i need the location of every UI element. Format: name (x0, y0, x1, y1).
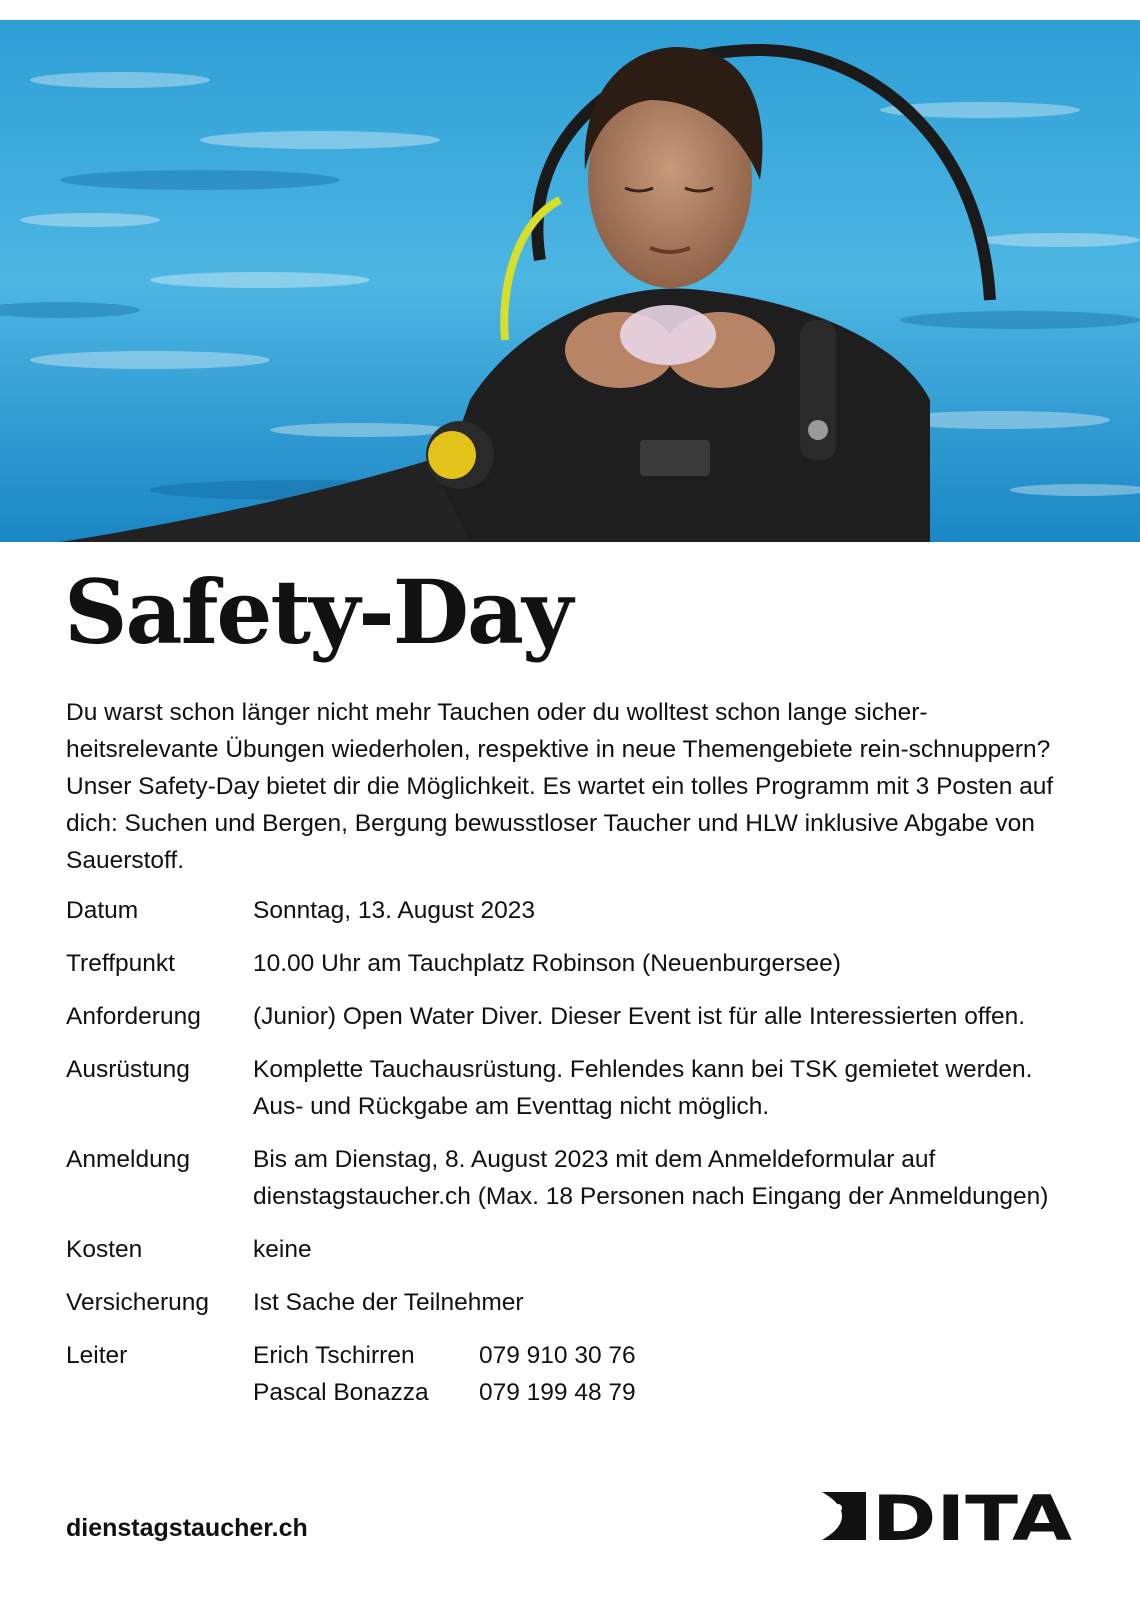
detail-label: Versicherung (66, 1289, 210, 1316)
hero-photo (0, 20, 1140, 542)
detail-row-versicherung (66, 1284, 1056, 1321)
detail-label: Anmeldung (66, 1146, 190, 1173)
intro-text: Du warst schon länger nicht mehr Tauchen oder du wolltest schon lange sicher-heitsrelevante Übungen wiederholen, respektive in neue Themengebiete rein-schnuppern? Unser Safety-Day bietet dir die Möglichkeit. Es wartet ein tolles Programm mit 3 Posten auf dich: Suchen und Bergen, Bergung bewusstloser Taucher und HLW inklusive Abgabe von Sauerstoff. (66, 699, 1054, 874)
detail-row-treffpunkt (66, 945, 1056, 982)
detail-row-leiter (66, 1337, 1056, 1411)
detail-label: Ausrüstung (66, 1056, 190, 1083)
dita-logo (822, 1488, 1074, 1544)
detail-row-anforderung (66, 998, 1056, 1035)
detail-row-datum (66, 892, 1056, 929)
detail-label: Treffpunkt (66, 950, 175, 977)
detail-value: Komplette Tauchausrüstung. Fehlendes kann bei TSK gemietet werden. Aus- und Rückgabe am Eventtag nicht möglich. (253, 1056, 1033, 1120)
event-details (66, 892, 1056, 1427)
detail-label: Datum (66, 897, 139, 924)
detail-value: 10.00 Uhr am Tauchplatz Robinson (Neuenburgersee) (253, 950, 841, 977)
leiter-phone: 079 910 30 76 (479, 1342, 636, 1369)
diver-photo-illustration (0, 20, 1140, 542)
leiter-contacts (253, 1337, 1056, 1411)
detail-label: Kosten (66, 1236, 143, 1263)
website-link[interactable]: dienstagstaucher.ch (66, 1514, 308, 1542)
detail-value: Bis am Dienstag, 8. August 2023 mit dem Anmeldeformular auf dienstagstaucher.ch (Max. 18 Personen nach Eingang der Anmeldungen) (253, 1146, 1049, 1210)
detail-row-kosten (66, 1231, 1056, 1268)
detail-label: Leiter (66, 1342, 128, 1369)
detail-label: Anforderung (66, 1003, 201, 1030)
detail-row-anmeldung (66, 1141, 1056, 1215)
detail-value: (Junior) Open Water Diver. Dieser Event ist für alle Interessierten offen. (253, 1003, 1026, 1030)
page-title: Safety-Day (64, 560, 572, 664)
logo-text: DITA (872, 1488, 1073, 1544)
dita-fish-logo-icon (822, 1492, 866, 1540)
leiter-phone: 079 199 48 79 (479, 1379, 636, 1406)
detail-value: Sonntag, 13. August 2023 (253, 897, 535, 924)
leiter-name: Pascal Bonazza (253, 1379, 429, 1406)
detail-value: keine (253, 1236, 312, 1263)
leiter-name: Erich Tschirren (253, 1342, 415, 1369)
detail-row-ausruestung (66, 1051, 1056, 1125)
detail-value: Ist Sache der Teilnehmer (253, 1289, 524, 1316)
